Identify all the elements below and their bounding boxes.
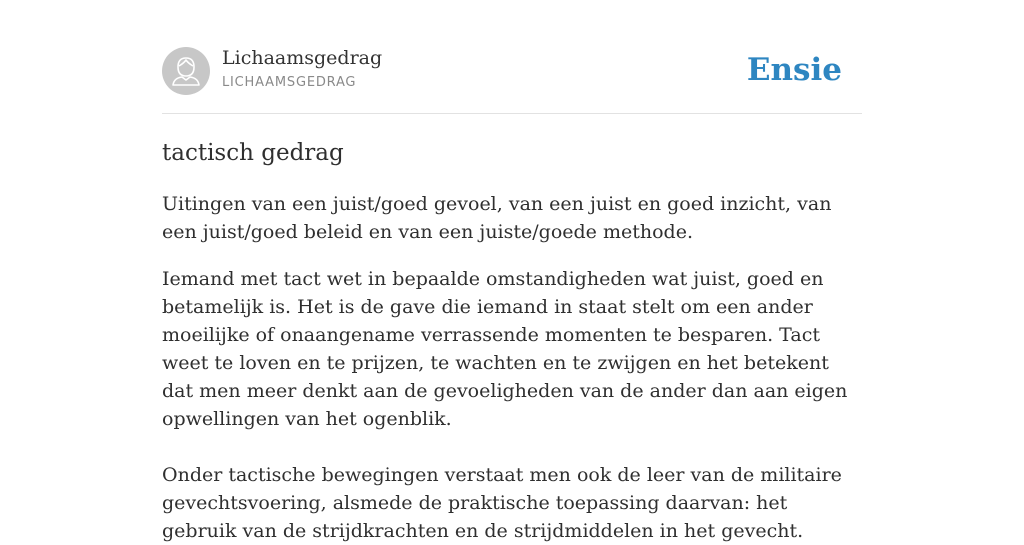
author-category[interactable]: LICHAAMSGEDRAG [222,75,357,90]
divider [162,113,862,114]
avatar[interactable] [162,47,210,95]
brand-logo[interactable]: Ensie [746,52,842,88]
author-name[interactable]: Lichaamsgedrag [222,47,383,69]
article-body [162,190,862,545]
paragraph: Iemand met tact wet in bepaalde omstandigheden wat juist, goed en betamelijk is. Het is de gave die iemand in staat stelt om een ander moeilijke of onaangename verrassende momenten te besparen. Tact weet te loven en te prijzen, te wachten en te zwijgen en het betekent dat men meer denkt aan de gevoeligheden van de ander dan aan eigen opwellingen van het ogenblik. [162,268,848,430]
header [162,46,862,96]
page-title: tactisch gedrag [162,140,344,166]
user-icon [162,47,210,95]
paragraph: Uitingen van een juist/goed gevoel, van een juist en goed inzicht, van een juist/goed beleid en van een juiste/goede methode. [162,193,832,243]
paragraph: Onder tactische bewegingen verstaat men ook de leer van de militaire gevechtsvoering, alsmede de praktische toepassing daarvan: het gebruik van de strijdkrachten en de strijdmiddelen in het gevecht. [162,464,842,542]
